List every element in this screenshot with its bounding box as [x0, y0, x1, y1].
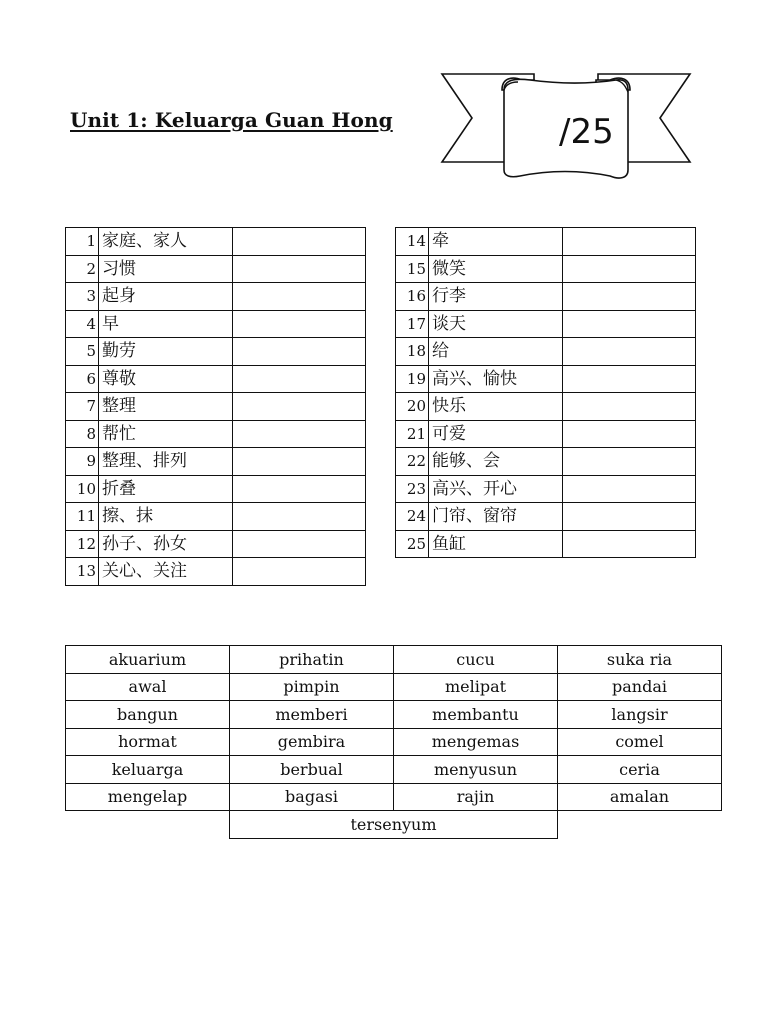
answer-blank[interactable] [233, 255, 366, 283]
vocab-number: 2 [66, 255, 99, 283]
vocab-number: 6 [66, 365, 99, 393]
vocab-row [396, 255, 696, 283]
word-bank-item: prihatin [230, 646, 394, 674]
vocab-number: 23 [396, 475, 429, 503]
vocab-number: 13 [66, 558, 99, 586]
vocab-row [396, 283, 696, 311]
answer-blank[interactable] [563, 448, 696, 476]
answer-blank[interactable] [563, 475, 696, 503]
vocab-row [66, 255, 366, 283]
answer-blank[interactable] [563, 503, 696, 531]
vocab-chinese-word: 孙子、孙女 [99, 530, 233, 558]
answer-blank[interactable] [233, 338, 366, 366]
word-bank-row [66, 673, 722, 701]
word-bank-item: amalan [558, 783, 722, 811]
answer-blank[interactable] [563, 365, 696, 393]
vocab-row [396, 420, 696, 448]
vocab-row [396, 503, 696, 531]
word-bank-item: cucu [394, 646, 558, 674]
word-bank-item: bagasi [230, 783, 394, 811]
vocab-row [396, 228, 696, 256]
word-bank-item: akuarium [66, 646, 230, 674]
vocab-chinese-word: 门帘、窗帘 [429, 503, 563, 531]
vocab-number: 25 [396, 530, 429, 558]
word-bank-item: mengemas [394, 728, 558, 756]
vocab-chinese-word: 高兴、愉快 [429, 365, 563, 393]
word-bank-item: rajin [394, 783, 558, 811]
answer-blank[interactable] [233, 365, 366, 393]
vocab-number: 14 [396, 228, 429, 256]
word-bank-item: ceria [558, 756, 722, 784]
answer-blank[interactable] [233, 393, 366, 421]
vocab-row [66, 558, 366, 586]
score-label: /25 [559, 112, 614, 152]
vocab-chinese-word: 折叠 [99, 475, 233, 503]
vocab-number: 4 [66, 310, 99, 338]
word-bank-item: awal [66, 673, 230, 701]
vocab-number: 15 [396, 255, 429, 283]
word-bank-item: berbual [230, 756, 394, 784]
vocab-chinese-word: 整理 [99, 393, 233, 421]
vocab-row [396, 475, 696, 503]
worksheet-title: Unit 1: Keluarga Guan Hong [70, 108, 393, 132]
word-bank-row [66, 646, 722, 674]
vocab-row [66, 365, 366, 393]
vocab-number: 8 [66, 420, 99, 448]
vocab-number: 5 [66, 338, 99, 366]
vocab-chinese-word: 家庭、家人 [99, 228, 233, 256]
vocab-chinese-word: 给 [429, 338, 563, 366]
vocab-chinese-word: 能够、会 [429, 448, 563, 476]
answer-blank[interactable] [563, 393, 696, 421]
word-bank-table [65, 645, 722, 839]
vocab-chinese-word: 尊敬 [99, 365, 233, 393]
vocab-number: 17 [396, 310, 429, 338]
answer-blank[interactable] [563, 530, 696, 558]
vocab-number: 3 [66, 283, 99, 311]
word-bank-item: hormat [66, 728, 230, 756]
vocab-row [66, 228, 366, 256]
vocab-chinese-word: 牵 [429, 228, 563, 256]
answer-blank[interactable] [233, 475, 366, 503]
vocab-row [66, 503, 366, 531]
vocab-chinese-word: 帮忙 [99, 420, 233, 448]
answer-blank[interactable] [233, 503, 366, 531]
vocab-table-left [65, 227, 366, 586]
word-bank-item: comel [558, 728, 722, 756]
word-bank-row [66, 701, 722, 729]
answer-blank[interactable] [563, 283, 696, 311]
vocab-chinese-word: 可爱 [429, 420, 563, 448]
vocab-number: 22 [396, 448, 429, 476]
vocab-number: 24 [396, 503, 429, 531]
vocab-row [66, 338, 366, 366]
vocab-row [396, 338, 696, 366]
vocab-row [396, 448, 696, 476]
vocab-row [66, 393, 366, 421]
vocab-table-right [395, 227, 696, 558]
vocab-row [396, 365, 696, 393]
answer-blank[interactable] [563, 338, 696, 366]
vocab-chinese-word: 擦、抹 [99, 503, 233, 531]
vocab-chinese-word: 微笑 [429, 255, 563, 283]
vocab-row [66, 283, 366, 311]
vocab-chinese-word: 习惯 [99, 255, 233, 283]
vocab-chinese-word: 鱼缸 [429, 530, 563, 558]
word-bank-item: pandai [558, 673, 722, 701]
answer-blank[interactable] [233, 228, 366, 256]
word-bank-item: langsir [558, 701, 722, 729]
vocab-number: 12 [66, 530, 99, 558]
answer-blank[interactable] [233, 283, 366, 311]
vocab-chinese-word: 谈天 [429, 310, 563, 338]
word-bank-item: bangun [66, 701, 230, 729]
vocab-row [66, 310, 366, 338]
answer-blank[interactable] [233, 558, 366, 586]
word-bank-spacer [558, 811, 722, 839]
answer-blank[interactable] [233, 530, 366, 558]
vocab-chinese-word: 整理、排列 [99, 448, 233, 476]
answer-blank[interactable] [563, 228, 696, 256]
vocab-row [66, 420, 366, 448]
vocab-number: 11 [66, 503, 99, 531]
vocab-chinese-word: 早 [99, 310, 233, 338]
word-bank-row [66, 783, 722, 811]
answer-blank[interactable] [563, 255, 696, 283]
word-bank-row [66, 728, 722, 756]
vocab-chinese-word: 起身 [99, 283, 233, 311]
vocab-row [396, 530, 696, 558]
word-bank-item: keluarga [66, 756, 230, 784]
vocab-chinese-word: 行李 [429, 283, 563, 311]
vocab-row [66, 475, 366, 503]
vocab-number: 20 [396, 393, 429, 421]
answer-blank[interactable] [233, 448, 366, 476]
word-bank-item: melipat [394, 673, 558, 701]
vocab-chinese-word: 高兴、开心 [429, 475, 563, 503]
word-bank-item: membantu [394, 701, 558, 729]
vocab-chinese-word: 勤劳 [99, 338, 233, 366]
vocab-row [66, 448, 366, 476]
vocab-number: 10 [66, 475, 99, 503]
answer-blank[interactable] [233, 310, 366, 338]
vocab-number: 9 [66, 448, 99, 476]
answer-blank[interactable] [563, 420, 696, 448]
word-bank-item: gembira [230, 728, 394, 756]
word-bank-item: pimpin [230, 673, 394, 701]
vocab-number: 21 [396, 420, 429, 448]
vocab-number: 1 [66, 228, 99, 256]
vocab-row [396, 393, 696, 421]
vocab-chinese-word: 关心、关注 [99, 558, 233, 586]
answer-blank[interactable] [233, 420, 366, 448]
word-bank-spacer [66, 811, 230, 839]
vocab-number: 18 [396, 338, 429, 366]
answer-blank[interactable] [563, 310, 696, 338]
word-bank-item: mengelap [66, 783, 230, 811]
vocab-chinese-word: 快乐 [429, 393, 563, 421]
vocab-row [396, 310, 696, 338]
vocab-number: 7 [66, 393, 99, 421]
word-bank-row [66, 756, 722, 784]
word-bank-row [66, 811, 722, 839]
vocab-row [66, 530, 366, 558]
vocab-number: 19 [396, 365, 429, 393]
word-bank-item: suka ria [558, 646, 722, 674]
word-bank-item: tersenyum [230, 811, 558, 839]
word-bank-item: menyusun [394, 756, 558, 784]
word-bank-item: memberi [230, 701, 394, 729]
vocab-number: 16 [396, 283, 429, 311]
